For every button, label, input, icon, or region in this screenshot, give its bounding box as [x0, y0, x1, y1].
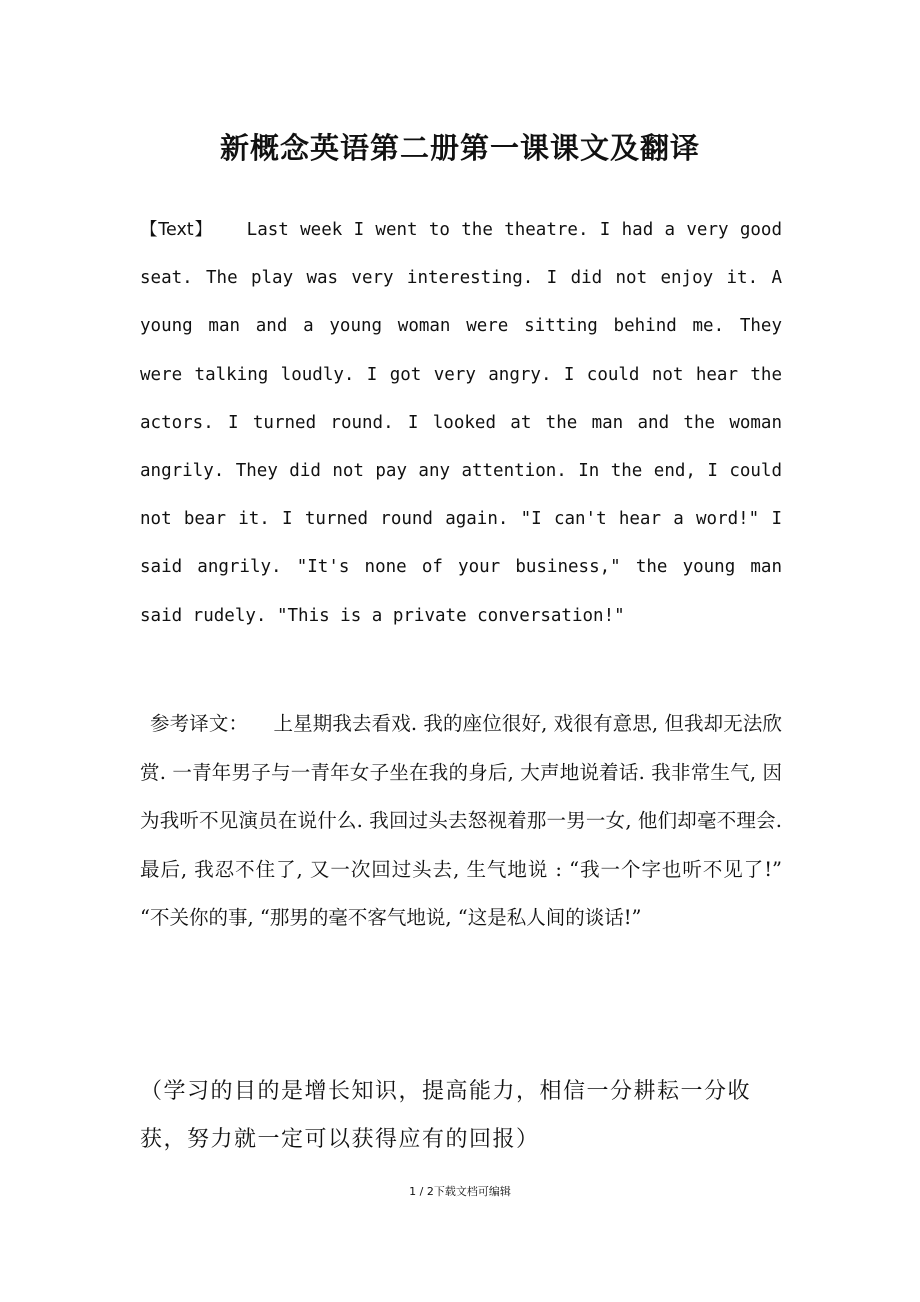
english-text-paragraph	[140, 206, 782, 640]
page-footer: 1 / 2下载文档可编辑	[409, 1185, 511, 1198]
text-label: 【Text】	[140, 220, 213, 240]
page-title: 新概念英语第二册第一课课文及翻译	[219, 131, 700, 165]
motto-text: （学习的目的是增长知识，提高能力，相信一分耕耘一分收获，努力就一定可以获得应有的回报）	[140, 1079, 752, 1152]
translation-label: 参考译文：	[150, 712, 249, 735]
translation-paragraph	[140, 700, 782, 943]
english-text-body: Last week I went to the theatre. I had a very good seat. The play was very interesting. I did not enjoy it. A young man and a young woman were sitting behind me. They were talking loudly. I got very angry. I could not hear the actors. I turned round. I looked at the man and the woman angrily. They did not pay any attention. In the end, I could not bear it. I turned round again. "I can't hear a word!" I said angrily. "It's none of your business," the young man said rudely. "This is a private conversation!"	[140, 220, 782, 626]
translation-body: 上星期我去看戏. 我的座位很好, 戏很有意思, 但我却无法欣赏. 一青年男子与一青年女子坐在我的身后, 大声地说着话. 我非常生气, 因为我听不见演员在说什么. 我回过头去怒视着那一男一女, 他们却毫不理会. 最后, 我忍不住了, 又一次回过头去, 生气地说 : “我一个字也听不见了!” “不关你的事, “那男的毫不客气地说, “这是私人间的谈话!”	[140, 712, 782, 929]
